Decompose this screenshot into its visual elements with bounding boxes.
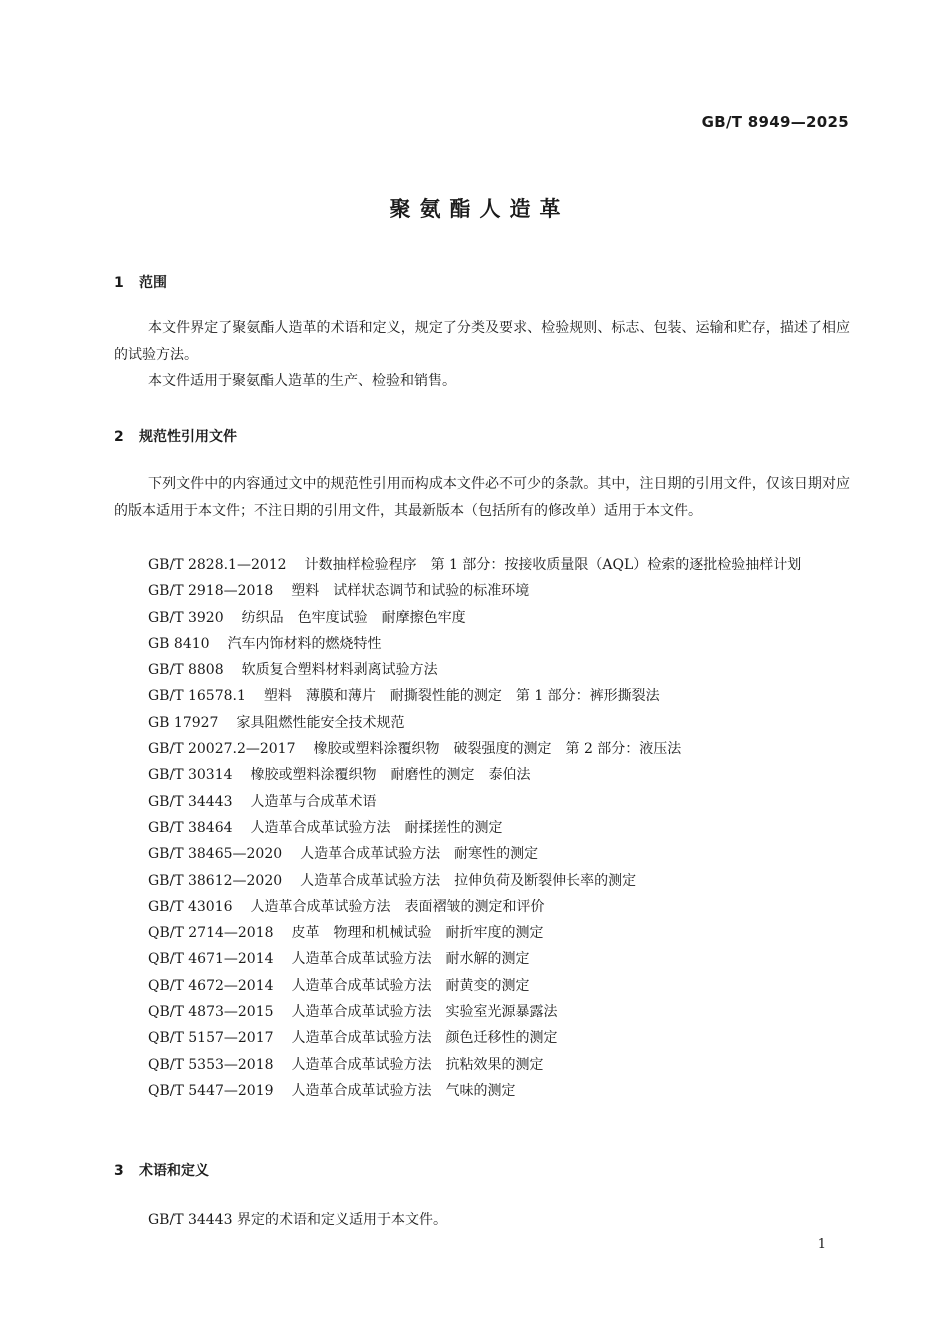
reference-code: QB/T 4672—2014 <box>148 977 274 994</box>
section-heading-scope <box>114 272 167 292</box>
scope-paragraph-2 <box>114 368 850 395</box>
reference-title: 人造革合成革试验方法 拉伸负荷及断裂伸长率的测定 <box>300 872 637 889</box>
reference-title: 人造革合成革试验方法 耐黄变的测定 <box>291 977 530 994</box>
reference-item <box>114 736 850 762</box>
reference-title: 橡胶或塑料涂覆织物 破裂强度的测定 第 2 部分：液压法 <box>313 741 682 758</box>
reference-item <box>114 552 850 578</box>
reference-item <box>114 920 850 946</box>
page-number: 1 <box>817 1237 826 1252</box>
reference-title: 人造革合成革试验方法 抗粘效果的测定 <box>291 1056 544 1073</box>
reference-item <box>114 762 850 788</box>
reference-title: 人造革合成革试验方法 实验室光源暴露法 <box>291 1004 558 1021</box>
reference-code: GB/T 34443 <box>148 793 233 810</box>
reference-code: GB/T 2918—2018 <box>148 583 274 600</box>
reference-title: 汽车内饰材料的燃烧特性 <box>227 635 382 652</box>
section-title: 范围 <box>139 275 167 291</box>
section-number: 3 <box>114 1163 124 1179</box>
reference-code: GB/T 20027.2—2017 <box>148 741 296 758</box>
reference-code: QB/T 5447—2019 <box>148 1082 274 1099</box>
reference-code: QB/T 2714—2018 <box>148 925 274 942</box>
reference-item <box>114 657 850 683</box>
reference-code: GB/T 3920 <box>148 609 224 626</box>
reference-title: 橡胶或塑料涂覆织物 耐磨性的测定 泰伯法 <box>250 767 531 784</box>
reference-title: 软质复合塑料材料剥离试验方法 <box>241 662 438 679</box>
section-number: 2 <box>114 429 124 445</box>
terms-paragraph <box>114 1207 850 1234</box>
section-heading-terms <box>114 1160 209 1180</box>
reference-title: 人造革合成革试验方法 耐水解的测定 <box>291 951 530 968</box>
reference-item <box>114 605 850 631</box>
reference-title: 人造革合成革试验方法 表面褶皱的测定和评价 <box>250 898 545 915</box>
reference-code: GB/T 38612—2020 <box>148 872 283 889</box>
reference-item <box>114 841 850 867</box>
reference-item <box>114 710 850 736</box>
reference-item <box>114 1052 850 1078</box>
scope-paragraph-1 <box>114 315 850 368</box>
reference-code: QB/T 5353—2018 <box>148 1056 274 1073</box>
reference-item <box>114 789 850 815</box>
reference-code: QB/T 4671—2014 <box>148 951 274 968</box>
reference-item <box>114 894 850 920</box>
reference-item <box>114 631 850 657</box>
reference-item <box>114 868 850 894</box>
reference-code: GB 8410 <box>148 635 210 652</box>
reference-code: GB/T 43016 <box>148 898 233 915</box>
standard-code: GB/T 8949—2025 <box>701 113 849 131</box>
reference-title: 人造革合成革试验方法 耐揉搓性的测定 <box>250 819 503 836</box>
reference-item <box>114 683 850 709</box>
paragraph-text: 本文件适用于聚氨酯人造革的生产、检验和销售。 <box>148 373 456 389</box>
reference-code: GB/T 16578.1 <box>148 688 246 705</box>
reference-title: 人造革与合成革术语 <box>250 793 377 810</box>
reference-item <box>114 815 850 841</box>
reference-code: GB/T 38465—2020 <box>148 846 283 863</box>
reference-title: 人造革合成革试验方法 颜色迁移性的测定 <box>291 1030 558 1047</box>
paragraph-text: 下列文件中的内容通过文中的规范性引用而构成本文件必不可少的条款。其中，注日期的引用文件，仅该日期对应的版本适用于本文件；不注日期的引用文件，其最新版本（包括所有的修改单）适用于本文件。 <box>114 476 850 519</box>
reference-list <box>114 552 850 1104</box>
reference-item <box>114 1025 850 1051</box>
section-number: 1 <box>114 275 124 291</box>
paragraph-text: 本文件界定了聚氨酯人造革的术语和定义，规定了分类及要求、检验规则、标志、包装、运输和贮存，描述了相应的试验方法。 <box>114 320 850 363</box>
reference-code: GB/T 30314 <box>148 767 233 784</box>
reference-title: 人造革合成革试验方法 耐寒性的测定 <box>300 846 539 863</box>
reference-code: GB/T 8808 <box>148 662 224 679</box>
reference-code: GB 17927 <box>148 714 219 731</box>
reference-code: GB/T 38464 <box>148 819 233 836</box>
references-intro <box>114 471 850 524</box>
reference-title: 人造革合成革试验方法 气味的测定 <box>291 1082 516 1099</box>
reference-code: QB/T 5157—2017 <box>148 1030 274 1047</box>
document-title: 聚氨酯人造革 <box>389 197 570 221</box>
reference-item <box>114 578 850 604</box>
reference-item <box>114 999 850 1025</box>
reference-title: 塑料 薄膜和薄片 耐撕裂性能的测定 第 1 部分：裤形撕裂法 <box>263 688 660 705</box>
reference-code: QB/T 4873—2015 <box>148 1004 274 1021</box>
reference-title: 塑料 试样状态调节和试验的标准环境 <box>291 583 530 600</box>
reference-title: 计数抽样检验程序 第 1 部分：按接收质量限（AQL）检索的逐批检验抽样计划 <box>304 557 802 573</box>
section-title: 术语和定义 <box>139 1163 209 1179</box>
reference-item <box>114 946 850 972</box>
reference-title: 纺织品 色牢度试验 耐摩擦色牢度 <box>241 609 466 626</box>
reference-title: 家具阻燃性能安全技术规范 <box>236 714 405 731</box>
reference-item <box>114 973 850 999</box>
section-heading-normative-references <box>114 426 237 446</box>
reference-title: 皮革 物理和机械试验 耐折牢度的测定 <box>291 925 544 942</box>
paragraph-text: GB/T 34443 界定的术语和定义适用于本文件。 <box>148 1212 447 1228</box>
section-title: 规范性引用文件 <box>139 429 237 445</box>
reference-code: GB/T 2828.1—2012 <box>148 557 287 573</box>
reference-item <box>114 1078 850 1104</box>
